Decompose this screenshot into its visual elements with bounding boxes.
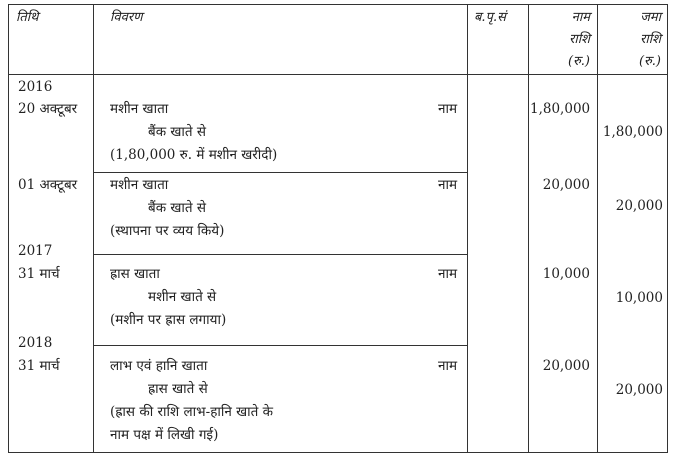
credit-amount: 20,000 xyxy=(615,198,663,214)
header-credit: राशि xyxy=(640,32,661,47)
dr-label: नाम xyxy=(438,101,458,117)
header-divider xyxy=(8,74,668,75)
debit-amount: 20,000 xyxy=(542,358,590,374)
entry-divider xyxy=(93,172,467,173)
dr-label: नाम xyxy=(438,358,458,374)
credit-account: बैंक खाते से xyxy=(148,124,207,140)
header-particulars: विवरण xyxy=(110,10,143,25)
debit-amount: 20,000 xyxy=(542,177,590,193)
divider xyxy=(597,4,598,453)
entry-year: 2016 xyxy=(18,79,53,95)
dr-label: नाम xyxy=(438,266,458,282)
narration: नाम पक्ष में लिखी गई) xyxy=(110,427,219,443)
divider xyxy=(528,4,529,453)
entry-divider xyxy=(93,345,467,346)
divider xyxy=(93,4,94,453)
entry-divider xyxy=(93,254,467,255)
narration: (ह्रास की राशि लाभ-हानि खाते के xyxy=(110,404,274,420)
debit-account: ह्रास खाता xyxy=(110,266,160,282)
divider xyxy=(467,4,468,453)
credit-amount: 20,000 xyxy=(615,382,663,398)
narration: (मशीन पर ह्रास लगाया) xyxy=(110,312,227,328)
header-lf: ब.पृ.सं xyxy=(474,10,506,25)
entry-date: 01 अक्टूबर xyxy=(18,177,78,193)
credit-amount: 10,000 xyxy=(615,290,663,306)
entry-date: 31 मार्च xyxy=(18,358,60,374)
header-debit: (रु.) xyxy=(567,54,590,69)
debit-account: लाभ एवं हानि खाता xyxy=(110,358,208,374)
credit-account: ह्रास खाते से xyxy=(148,381,208,397)
entry-year: 2017 xyxy=(18,243,53,259)
credit-account: मशीन खाते से xyxy=(148,289,217,305)
header-debit: राशि xyxy=(569,32,590,47)
debit-account: मशीन खाता xyxy=(110,101,169,117)
narration: (स्थापना पर व्यय किये) xyxy=(110,223,225,239)
entry-date: 31 मार्च xyxy=(18,266,60,282)
debit-amount: 1,80,000 xyxy=(530,101,591,117)
header-credit: जमा xyxy=(640,10,661,25)
entry-year: 2018 xyxy=(18,335,53,351)
credit-amount: 1,80,000 xyxy=(602,124,663,140)
entry-date: 20 अक्टूबर xyxy=(18,101,78,117)
credit-account: बैंक खाते से xyxy=(148,200,207,216)
dr-label: नाम xyxy=(438,177,458,193)
debit-amount: 10,000 xyxy=(542,266,590,282)
debit-account: मशीन खाता xyxy=(110,177,169,193)
header-date: तिथि xyxy=(16,10,39,25)
narration: (1,80,000 रु. में मशीन खरीदी) xyxy=(110,147,278,163)
header-credit: (रु.) xyxy=(638,54,661,69)
header-debit: नाम xyxy=(571,10,590,25)
